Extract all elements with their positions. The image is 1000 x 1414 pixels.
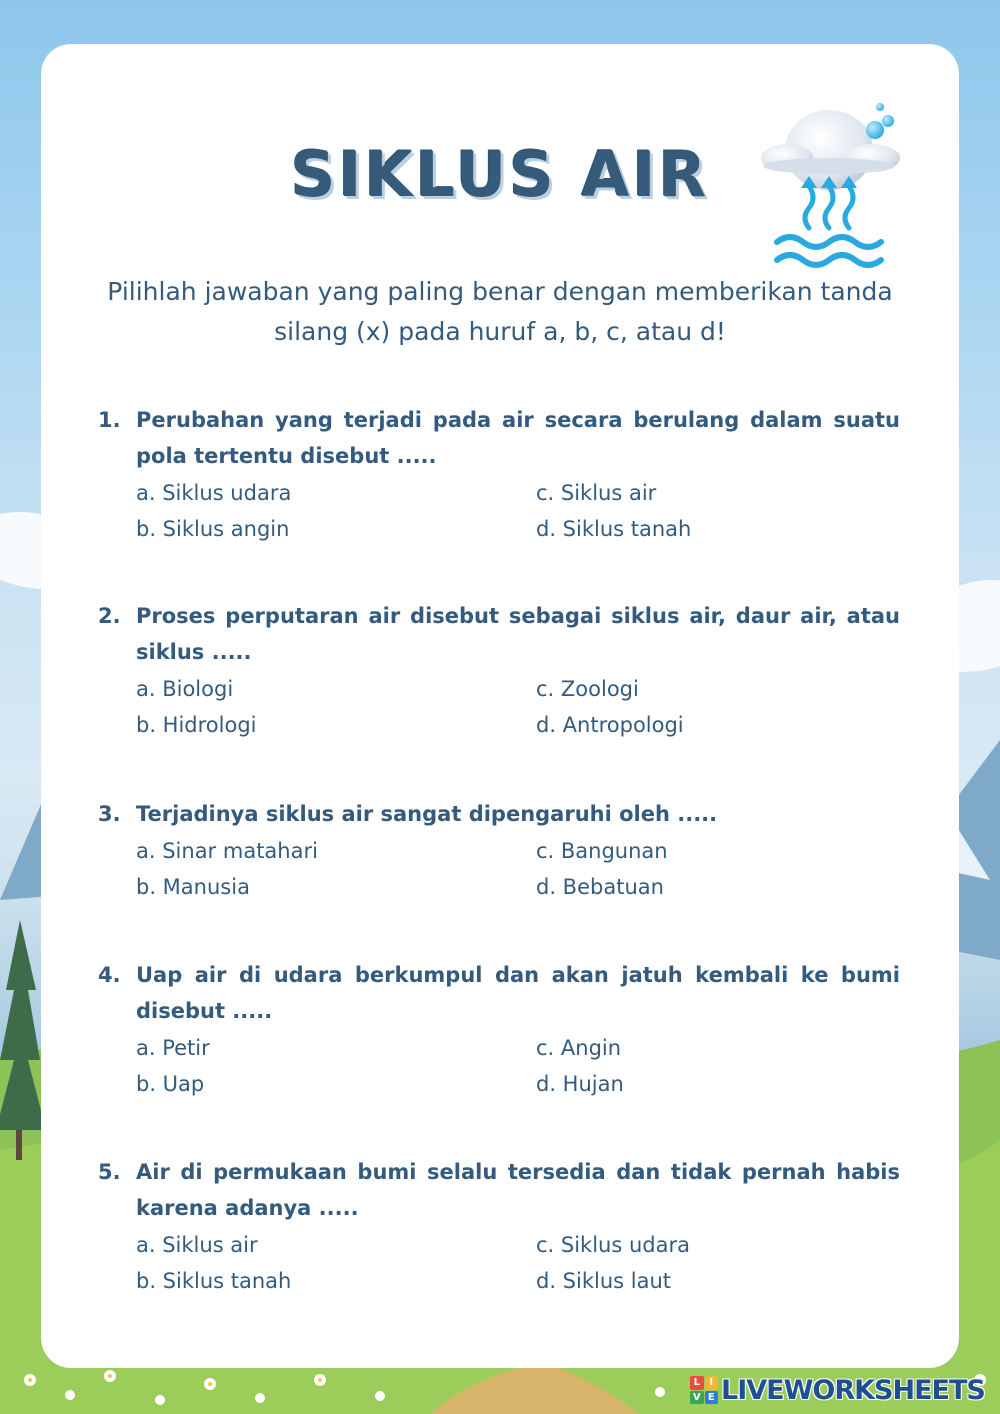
option-a[interactable]: a. Biologi xyxy=(136,677,234,701)
evaporation-cloud-icon xyxy=(757,100,902,270)
option-d[interactable]: d. Antropologi xyxy=(536,712,684,737)
option-d[interactable]: d. Hujan xyxy=(536,1071,624,1096)
question-item-3 xyxy=(98,796,900,905)
option-c[interactable]: c. Angin xyxy=(536,1036,622,1060)
option-c[interactable]: c. Zoologi xyxy=(536,677,639,701)
option-b[interactable]: b. Hidrologi xyxy=(136,712,257,737)
question-text: Perubahan yang terjadi pada air secara berulang dalam suatu pola tertentu disebut ..... xyxy=(136,408,900,468)
brand-text: LIVEWORKSHEETS xyxy=(721,1374,985,1406)
option-b[interactable]: b. Siklus tanah xyxy=(136,1268,292,1293)
option-a[interactable]: a. Siklus air xyxy=(136,1233,258,1257)
option-c[interactable]: c. Siklus udara xyxy=(536,1233,690,1257)
option-a[interactable]: a. Petir xyxy=(136,1036,210,1060)
question-number: 4. xyxy=(98,963,121,987)
question-number: 1. xyxy=(98,408,121,432)
question-text: Proses perputaran air disebut sebagai siklus air, daur air, atau siklus ..... xyxy=(136,604,900,664)
question-number: 2. xyxy=(98,604,121,628)
option-d[interactable]: d. Bebatuan xyxy=(536,874,664,899)
instruction-text: Pilihlah jawaban yang paling benar dengan memberikan tanda silang (x) pada huruf a, b, c, atau d! xyxy=(107,277,893,346)
option-c[interactable]: c. Siklus air xyxy=(536,481,657,505)
options-grid xyxy=(136,1031,900,1102)
liveworksheets-logo xyxy=(690,1374,985,1406)
option-b[interactable]: b. Manusia xyxy=(136,874,250,899)
question-text: Air di permukaan bumi selalu tersedia dan tidak pernah habis karena adanya ..... xyxy=(136,1160,900,1220)
option-d[interactable]: d. Siklus tanah xyxy=(536,516,692,541)
question-text: Uap air di udara berkumpul dan akan jatuh kembali ke bumi disebut ..... xyxy=(136,963,900,1023)
question-text: Terjadinya siklus air sangat dipengaruhi oleh ..... xyxy=(136,802,718,826)
option-b[interactable]: b. Siklus angin xyxy=(136,516,290,541)
options-grid xyxy=(136,476,900,547)
question-number: 5. xyxy=(98,1160,121,1184)
option-b[interactable]: b. Uap xyxy=(136,1071,205,1096)
option-d[interactable]: d. Siklus laut xyxy=(536,1268,672,1293)
question-item-5 xyxy=(98,1154,900,1299)
options-grid xyxy=(136,1228,900,1299)
question-number: 3. xyxy=(98,802,121,826)
question-item-1 xyxy=(98,402,900,547)
question-item-2 xyxy=(98,598,900,743)
option-a[interactable]: a. Siklus udara xyxy=(136,481,292,505)
option-a[interactable]: a. Sinar matahari xyxy=(136,839,318,863)
option-c[interactable]: c. Bangunan xyxy=(536,839,668,863)
options-grid xyxy=(136,834,900,905)
options-grid xyxy=(136,672,900,743)
brand-mark-icon: L I V E xyxy=(690,1376,718,1404)
question-item-4 xyxy=(98,957,900,1102)
page-title: SIKLUS AIR xyxy=(290,138,710,211)
